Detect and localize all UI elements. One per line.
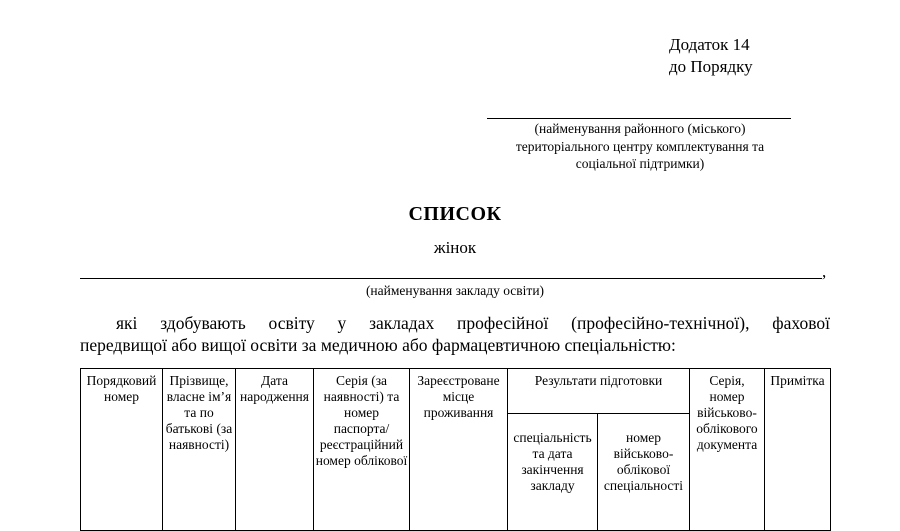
body-line-1: які здобувають освіту у закладах професійної (професійно-технічної), фахової — [116, 313, 830, 333]
header-residence: Зареєстроване місце проживання — [410, 369, 508, 531]
header-full-name: Прізвище, власне ім’я та по батькові (за наявності) — [163, 369, 236, 531]
body-line-2: передвищої або вищої освіти за медичною або фармацевтичною спеціальністю: — [80, 335, 676, 355]
header-passport: Серія (за наявності) та номер паспорта/ реєстраційний номер облікової — [314, 369, 410, 531]
header-birth-date: Дата народження — [236, 369, 314, 531]
center-caption-line-2: територіального центру комплектування та — [515, 138, 765, 154]
women-list-table — [80, 368, 830, 508]
document-title: СПИСОК — [408, 203, 502, 225]
institution-line-comma: , — [822, 262, 827, 281]
document-subtitle: жінок — [433, 238, 477, 257]
header-sequence-number: Порядковий номер — [81, 369, 163, 531]
institution-name-caption: (найменування закладу освіти) — [365, 283, 545, 298]
institution-name-line — [80, 278, 822, 279]
appendix-reference — [669, 34, 753, 78]
center-caption-line-1: (найменування районного (міського) — [534, 121, 746, 136]
header-note: Примітка — [765, 369, 831, 531]
header-military-specialty: номер військово-облікової спеціальності — [598, 414, 690, 531]
center-name-caption — [470, 120, 810, 173]
appendix-number: Додаток 14 — [669, 35, 750, 54]
header-training-results: Результати підготовки — [508, 369, 690, 414]
appendix-order: до Порядку — [669, 57, 753, 76]
center-name-line — [487, 118, 791, 119]
center-caption-line-3: соціальної підтримки) — [575, 156, 705, 171]
header-specialty-date: спеціальність та дата закінчення закладу — [508, 414, 598, 531]
body-paragraph — [80, 312, 830, 356]
header-military-document: Серія, номер військово-облікового документа — [690, 369, 765, 531]
